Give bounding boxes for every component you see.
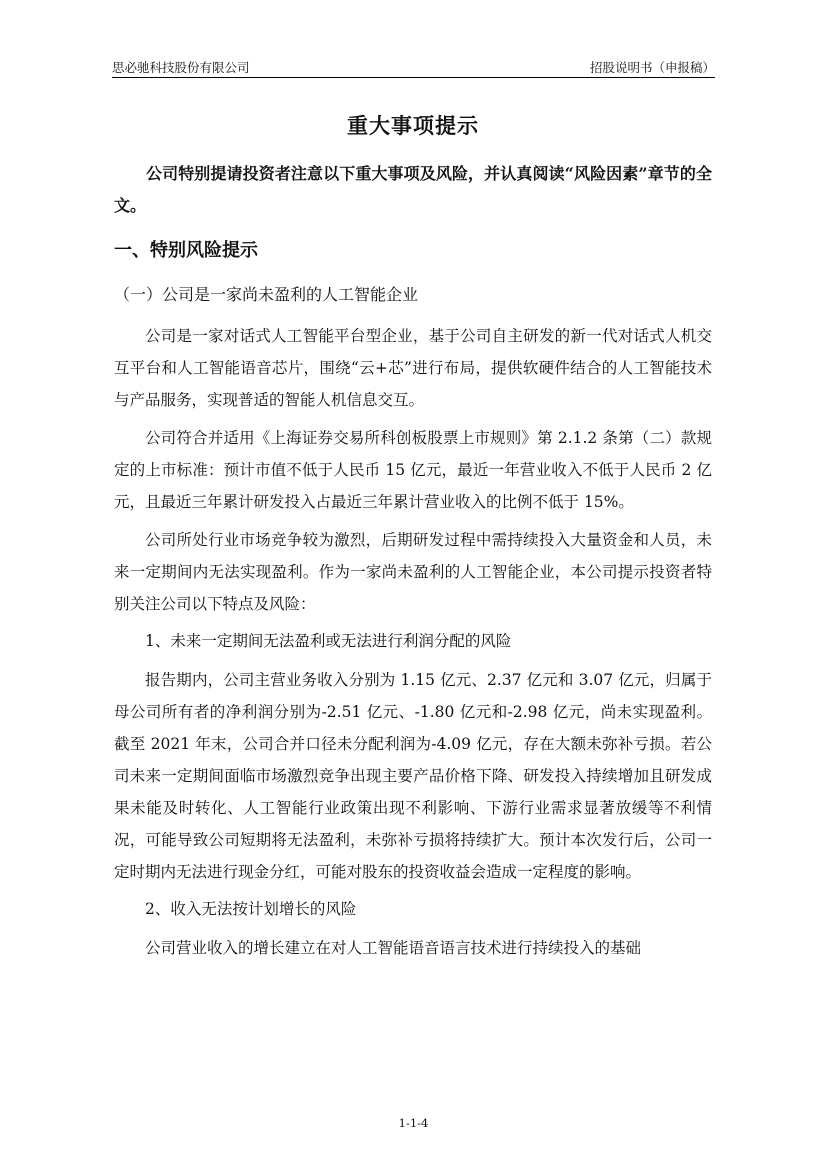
page-number: 1-1-4 xyxy=(398,1116,429,1130)
paragraph-no-profit-risk: 报告期内，公司主营业务收入分别为 1.15 亿元、2.37 亿元和 3.07 亿元，归属于母公司所有者的净利润分别为-2.51 亿元、-1.80 亿元和-2.98 亿元，尚未实现盈利。截至 2021 年末，公司合并口径未分配利润为-4.09 亿元，存在大额未弥补亏损。若公司未来一定期间面临市场激烈竞争出现主要产品价格下降、研发投入持续增加且研发成果未能及时转化、人工智能行业政策出现不利影响、下游行业需求显著放缓等不利情况，可能导致公司短期将无法盈利，未弥补亏损将持续扩大。预计本次发行后，公司一定时期内无法进行现金分红，可能对股东的投资收益会造成一定程度的影响。 xyxy=(114,671,712,881)
header-document-type: 招股说明书（申报稿） xyxy=(589,60,715,75)
paragraph-listing-standard: 公司符合并适用《上海证券交易所科创板股票上市规则》第 2.1.2 条第（二）款规定的上市标准：预计市值不低于人民币 15 亿元，最近一年营业收入不低于人民币 2 亿元，且最近三年累计研发投入占最近三年累计营业收入的比例不低于 15%。 xyxy=(114,429,712,511)
header-company-name: 思必驰科技股份有限公司 xyxy=(112,60,250,75)
page-content xyxy=(114,100,712,970)
risk-heading-no-profit: 1、未来一定期间无法盈利或无法进行利润分配的风险 xyxy=(145,632,512,650)
section-heading-special-risk: 一、特别风险提示 xyxy=(114,240,258,261)
page-header xyxy=(112,55,715,78)
subsection-heading-unprofitable: （一）公司是一家尚未盈利的人工智能企业 xyxy=(114,285,419,304)
important-notice: 公司特别提请投资者注意以下重大事项及风险，并认真阅读“风险因素”章节的全文。 xyxy=(114,164,712,215)
risk-heading-revenue-growth: 2、收入无法按计划增长的风险 xyxy=(145,900,357,918)
paragraph-competition: 公司所处行业市场竞争较为激烈，后期研发过程中需持续投入大量资金和人员，未来一定期间内无法实现盈利。作为一家尚未盈利的人工智能企业，本公司提示投资者特别关注公司以下特点及风险： xyxy=(114,531,712,613)
paragraph-company-overview: 公司是一家对话式人工智能平台型企业，基于公司自主研发的新一代对话式人机交互平台和人工智能语音芯片，围绕“云+芯”进行布局，提供软硬件结合的人工智能技术与产品服务，实现普适的智能人机信息交互。 xyxy=(114,327,712,409)
paragraph-revenue-growth-risk: 公司营业收入的增长建立在对人工智能语音语言技术进行持续投入的基础 xyxy=(145,939,642,957)
page-title: 重大事项提示 xyxy=(347,113,479,138)
